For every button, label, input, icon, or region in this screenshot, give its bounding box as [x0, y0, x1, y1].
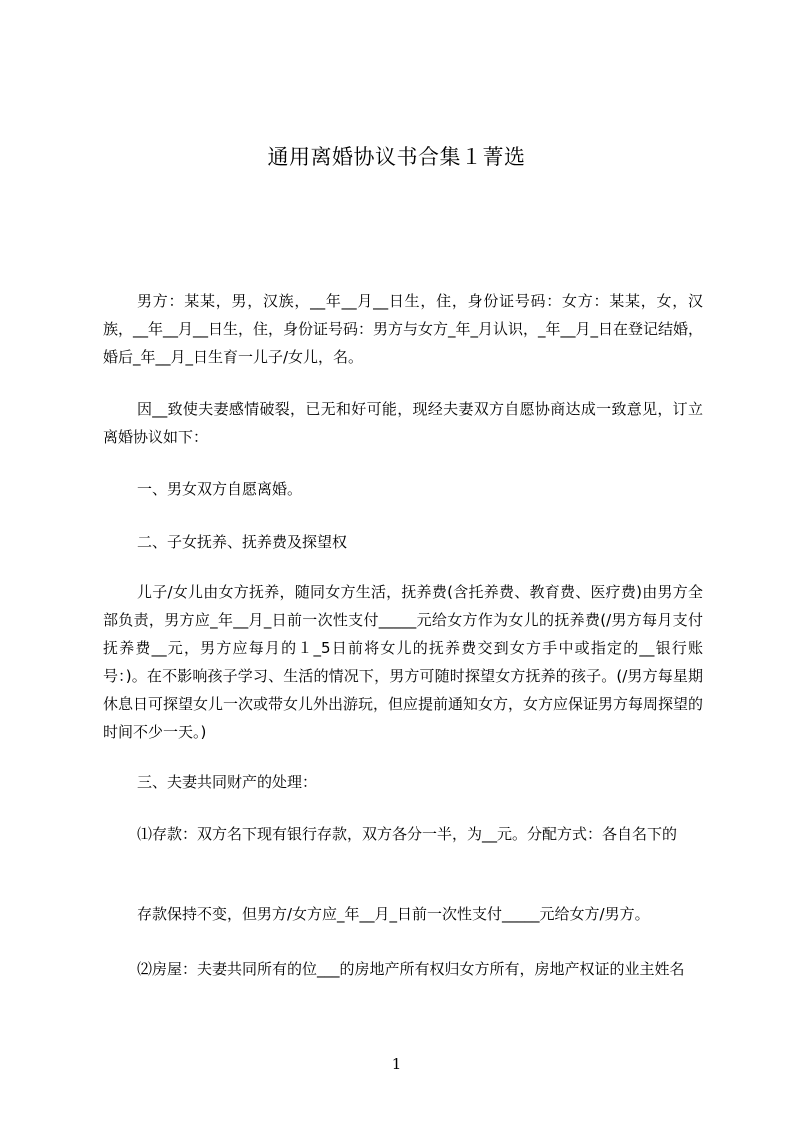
page-number: 1 [391, 1055, 402, 1073]
paragraph-savings: ⑴存款：双方名下现有银行存款，双方各分一半，为__元。分配方式：各自名下的 [137, 825, 678, 843]
paragraph-child-support: 儿子/女儿由女方抚养，随同女方生活，抚养费(含托养费、教育费、医疗费)由男方全部负责，男方应_年__月_日前一次性支付_____元给女方作为女儿的抚养费(/男方每月支付抚养费__元，男方应每月的１_5日前将女儿的抚养费交到女方手中或指定的__银行账号：)。在不影响孩子学习、生活的情况下，男方可随时探望女方抚养的孩子。(/男方每星期休息日可探望女儿一次或带女儿外出游玩，但应提前通知女方，女方应保证男方每周探望的时间不少一天。) [103, 583, 704, 741]
paragraph-house: ⑵房屋：夫妻共同所有的位___的房地产所有权归女方所有，房地产权证的业主姓名 [137, 960, 685, 978]
paragraph-reason: 因__致使夫妻感情破裂，已无和好可能，现经夫妻双方自愿协商达成一致意见，订立离婚协议如下： [103, 400, 703, 446]
section-heading-property: 三、夫妻共同财产的处理： [137, 773, 318, 791]
paragraph-parties: 男方：某某，男，汉族，__年__月__日生，住，身份证号码：女方：某某，女，汉族，__年__月__日生，住，身份证号码：男方与女方_年_月认识，_年__月_日在登记结婚，婚后_年__月_日生育一儿子/女儿，名。 [103, 292, 704, 366]
paragraph-savings-continued: 存款保持不变，但男方/女方应_年__月_日前一次性支付_____元给女方/男方。 [137, 905, 650, 923]
section-heading-child-custody: 二、子女抚养、抚养费及探望权 [137, 533, 348, 551]
document-title: 通用离婚协议书合集１菁选 [267, 145, 526, 169]
section-heading-divorce: 一、男女双方自愿离婚。 [137, 480, 303, 498]
